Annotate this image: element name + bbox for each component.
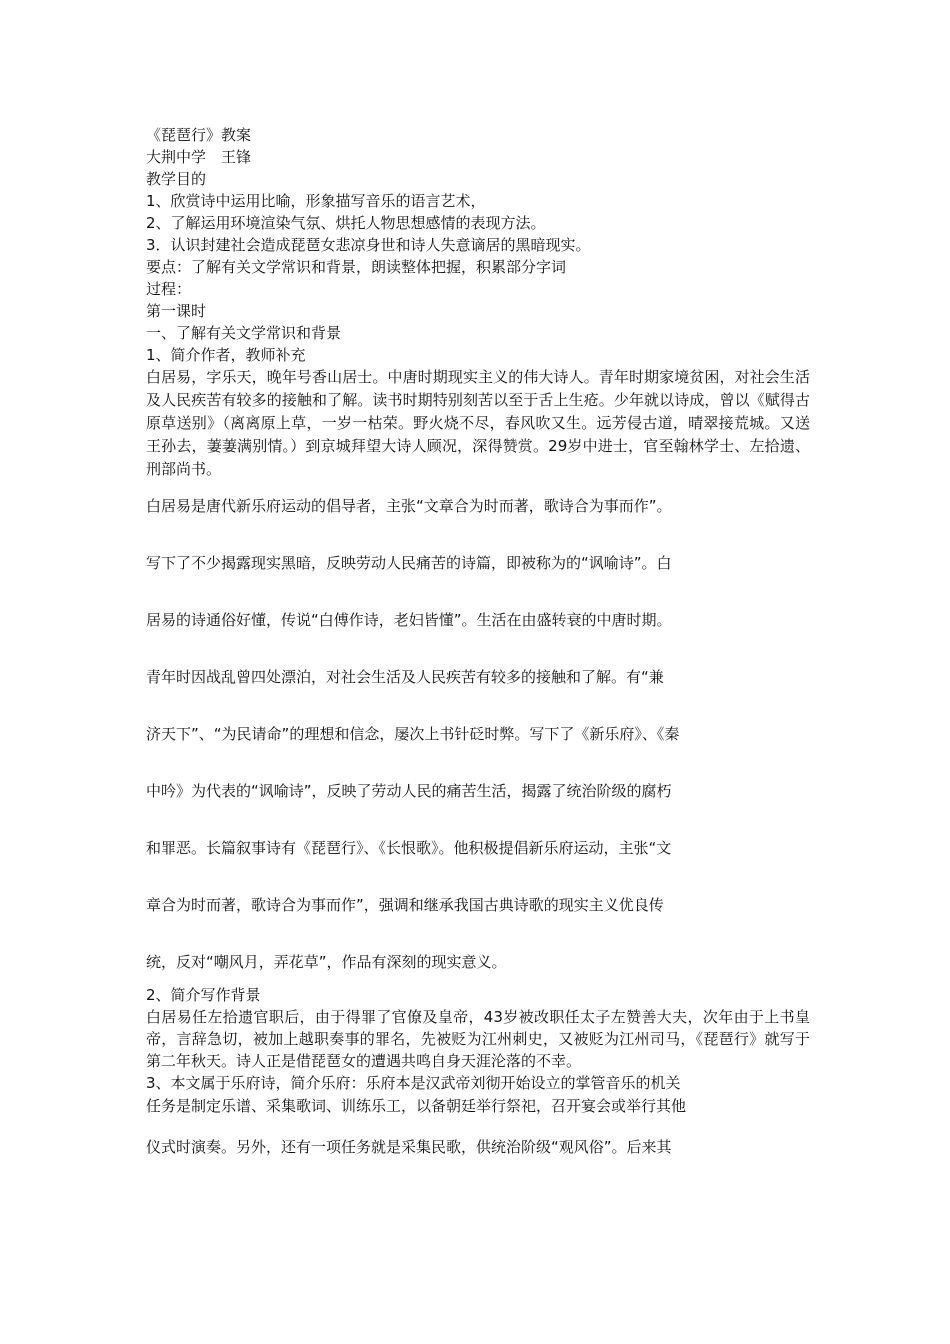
- lesson-label: 第一课时: [146, 302, 207, 320]
- author-intro-paragraph: 白居易，字乐天，晚年号香山居士。中唐时期现实主义的伟大诗人。青年时期家境贫困，对社会生活及人民疾苦有较多的接触和了解。读书时期特别刻苦以至于舌上生疮。少年就以诗成，曾以《赋得古原草送别》（离离原上草，一岁一枯荣。野火烧不尽，春风吹又生。远芳侵古道，晴翠接荒城。又送王孙去，萋萋满别情。）到京城拜望大诗人顾况，深得赞赏。29岁中进士，官至翰林学士、左拾遗、刑部尚书。: [146, 368, 810, 478]
- background-paragraph: 白居易任左拾遗官职后，由于得罪了官僚及皇帝，43岁被改职任太子左赞善大夫，次年由于上书皇帝，言辞急切，被加上越职奏事的罪名，先被贬为江州刺史，又被贬为江州司马，《琵琶行》就写于第二年秋天。诗人正是借琵琶女的遭遇共鸣自身天涯沦落的不幸。: [146, 1008, 810, 1070]
- objective-item: 3．认识封建社会造成琵琶女悲凉身世和诗人失意谪居的黑暗现实。: [146, 236, 591, 254]
- author-detail-line: 居易的诗通俗好懂，传说“白傅作诗，老妇皆懂”。生活在由盛转衰的中唐时期。: [146, 611, 672, 629]
- process-label: 过程：: [146, 280, 192, 298]
- yuefu-intro-line: 仪式时演奏。另外，还有一项任务就是采集民歌，供统治阶级“观风俗”。后来其: [146, 1138, 672, 1156]
- objective-item: 1、欣赏诗中运用比喻，形象描写音乐的语言艺术，: [146, 192, 486, 210]
- author-detail-block: [146, 495, 810, 974]
- section-heading: 一、了解有关文学常识和背景: [146, 324, 342, 342]
- yuefu-intro-line: 3、本文属于乐府诗，简介乐府：乐府本是汉武帝刘彻开始设立的掌管音乐的机关: [146, 1074, 681, 1092]
- author-detail-line: 统，反对“嘲风月，弄花草”，作品有深刻的现实意义。: [146, 953, 507, 971]
- document-page: [146, 124, 810, 1159]
- author-detail-line: 中吟》为代表的“讽喻诗”，反映了劳动人民的痛苦生活，揭露了统治阶级的腐朽: [146, 782, 672, 800]
- yuefu-intro-line: 任务是制定乐谱、采集歌词、训练乐工，以备朝廷举行祭祀，召开宴会或举行其他: [146, 1097, 687, 1115]
- subsection-heading: 2、简介写作背景: [146, 986, 261, 1004]
- author-detail-line: 济天下”、“为民请命”的理想和信念，屡次上书针砭时弊。写下了《新乐府》、《秦: [146, 725, 680, 743]
- author-detail-line: 写下了不少揭露现实黑暗，反映劳动人民痛苦的诗篇，即被称为的“讽喻诗”。白: [146, 554, 672, 572]
- objective-item: 2、了解运用环境渲染气氛、烘托人物思想感情的表现方法。: [146, 214, 546, 232]
- author-detail-line: 和罪恶。长篇叙事诗有《琵琶行》、《长恨歌》。他积极提倡新乐府运动，主张“文: [146, 839, 672, 857]
- author-detail-line: 白居易是唐代新乐府运动的倡导者，主张“文章合为时而著，歌诗合为事而作”。: [146, 497, 672, 515]
- objectives-heading: 教学目的: [146, 170, 207, 188]
- author-line: 大荆中学 王锋: [146, 148, 252, 166]
- author-detail-line: 青年时因战乱曾四处漂泊，对社会生活及人民疾苦有较多的接触和了解。有“兼: [146, 668, 664, 686]
- document-title: 《琵琶行》教案: [146, 126, 252, 144]
- author-detail-line: 章合为时而著，歌诗合为事而作”，强调和继承我国古典诗歌的现实主义优良传: [146, 896, 664, 914]
- subsection-heading: 1、简介作者，教师补充: [146, 346, 306, 364]
- key-points: 要点：了解有关文学常识和背景，朗读整体把握，积累部分字词: [146, 258, 567, 276]
